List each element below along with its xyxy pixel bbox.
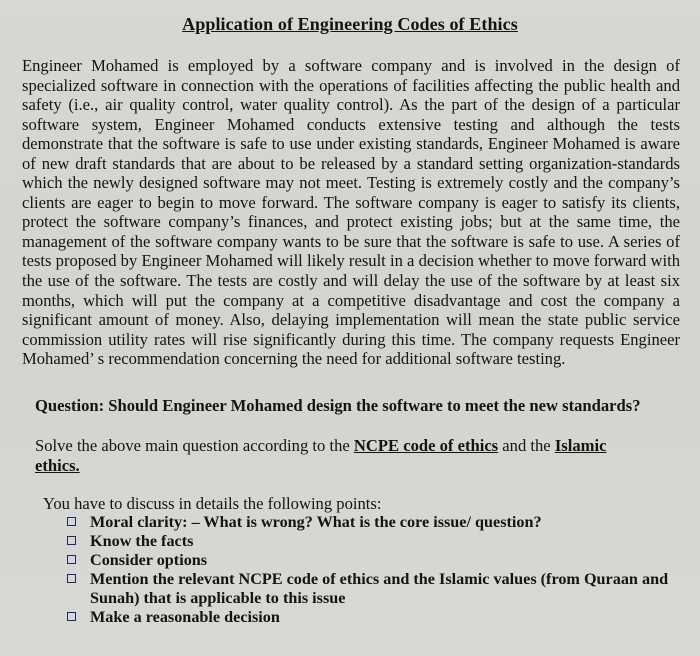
list-item bbox=[66, 608, 676, 627]
point-text: Moral clarity: – What is wrong? What is the core issue/ question? bbox=[90, 513, 542, 531]
ncpe-code-reference: NCPE code of ethics bbox=[353, 436, 499, 455]
main-question: Question: Should Engineer Mohamed design the software to meet the new standards? bbox=[35, 396, 641, 415]
document-title: Application of Engineering Codes of Ethics bbox=[182, 14, 518, 34]
discussion-intro: You have to discuss in details the following points: bbox=[43, 494, 382, 513]
point-text: Know the facts bbox=[90, 532, 194, 550]
list-item bbox=[66, 570, 676, 607]
checkbox-icon bbox=[67, 574, 76, 583]
case-description: Engineer Mohamed is employed by a software company and is involved in the design of specialized software in connection with the operations of facilities affecting the public health and safety (i.e., air quality control, water quality control). As the part of the design of a particular software system, Engineer Mohamed conducts extensive testing and although the tests demonstrate that the software is safe to use under existing standards, Engineer Mohamed is aware of new draft standards that are about to be released by a standard setting organization-standards which the newly designed software may not meet. Testing is extremely costly and the company’s clients are eager to begin to move forward. The software company is eager to satisfy its clients, protect the software company’s finances, and protect existing jobs; but at the same time, the management of the software company wants to be sure that the software is safe to use. A series of tests proposed by Engineer Mohamed will likely result in a decision whether to move forward with the use of the software. The tests are costly and will delay the use of the software by at least six months, which will put the company at a competitive disadvantage and cost the company a significant amount of money. Also, delaying implementation will mean the state public service commission utility rates will rise significantly during this time. The company requests Engineer Mohamed’ s recommendation concerning the need for additional software testing. bbox=[22, 56, 680, 369]
discussion-points-list bbox=[66, 513, 676, 627]
point-text: Make a reasonable decision bbox=[90, 607, 280, 626]
solve-instruction bbox=[35, 436, 655, 475]
list-item bbox=[66, 551, 676, 570]
checkbox-icon bbox=[67, 536, 76, 545]
list-item bbox=[66, 513, 676, 532]
solve-middle: and the bbox=[498, 436, 555, 455]
list-item bbox=[66, 532, 676, 551]
solve-prefix: Solve the above main question according to the bbox=[35, 436, 354, 455]
checkbox-icon bbox=[67, 555, 76, 564]
point-text: Consider options bbox=[90, 551, 208, 569]
islamic-ethics-reference: Islamic ethics. bbox=[35, 436, 607, 475]
checkbox-icon bbox=[67, 517, 76, 526]
checkbox-icon bbox=[67, 612, 76, 621]
point-text: Mention the relevant NCPE code of ethics and the Islamic values (from Quraan and Sunah) that is applicable to this issue bbox=[90, 570, 669, 607]
